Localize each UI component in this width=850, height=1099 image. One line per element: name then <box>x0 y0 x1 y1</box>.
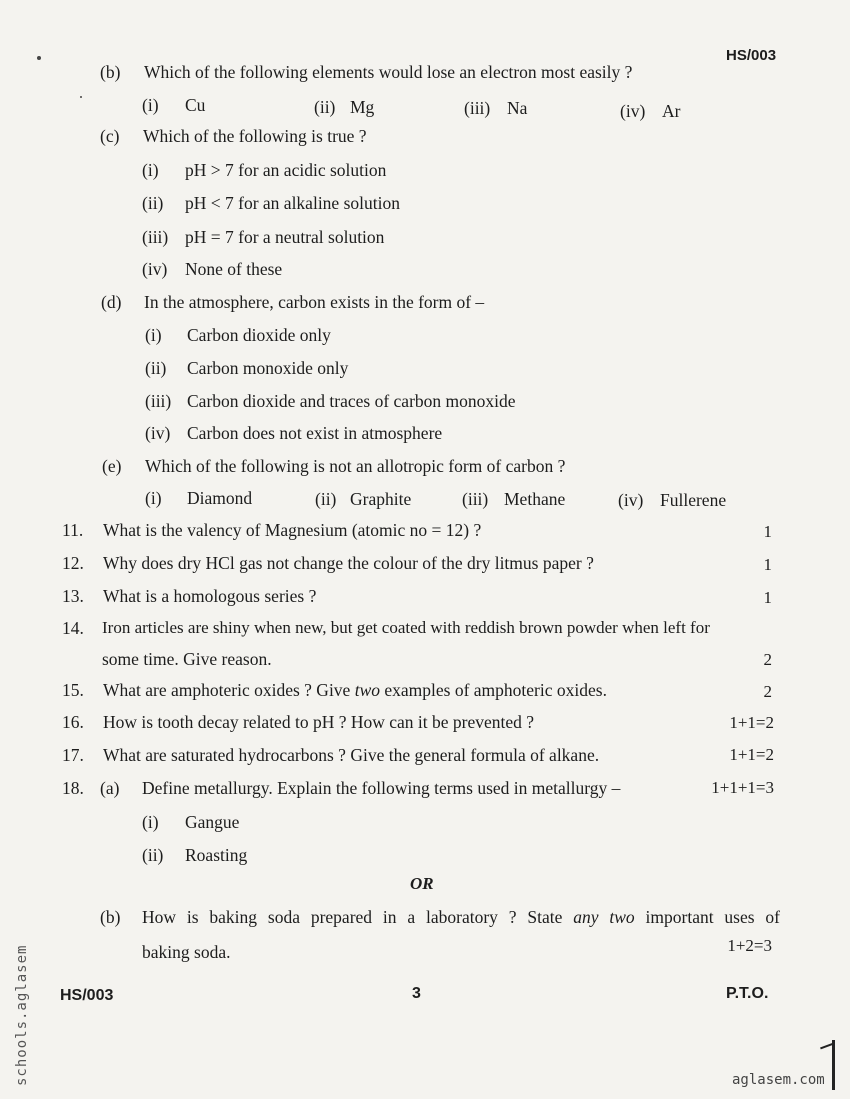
q10b-text: Which of the following elements would lose an electron most easily ? <box>144 62 633 82</box>
q18b-text-em: any two <box>573 907 635 927</box>
q10e-opt1-text: Diamond <box>187 488 253 508</box>
q10e-opt4-text: Fullerene <box>660 490 727 510</box>
q13-marks: 1 <box>763 588 772 607</box>
q10b-opt2-num: (ii) <box>314 97 336 117</box>
q18b-text <box>142 907 780 928</box>
q10c-opt4-text: None of these <box>185 259 283 279</box>
q12-number: 12. <box>62 553 84 573</box>
q18a-opt1-text: Gangue <box>185 812 240 832</box>
q10c-opt3-text: pH = 7 for a neutral solution <box>185 227 385 247</box>
page-number: 3 <box>412 985 421 1002</box>
q14-number: 14. <box>62 618 84 638</box>
q10d-opt3-num: (iii) <box>145 391 172 411</box>
q16-number: 16. <box>62 712 84 732</box>
q10c-opt1-num: (i) <box>142 160 159 180</box>
q10d-opt2-num: (ii) <box>145 358 167 378</box>
paper-code-top: HS/003 <box>726 47 777 64</box>
q10d-opt4-num: (iv) <box>145 423 171 443</box>
q14-marks: 2 <box>763 650 772 669</box>
q18b-text-post: important uses of <box>634 907 781 927</box>
q11-marks: 1 <box>763 522 772 541</box>
q10d-opt2-text: Carbon monoxide only <box>187 358 349 378</box>
corner-watermark: aglasem.com <box>732 1072 825 1088</box>
q11-text: What is the valency of Magnesium (atomic no = 12) ? <box>103 520 482 540</box>
q10d-label: (d) <box>101 292 122 312</box>
q18a-text: Define metallurgy. Explain the following terms used in metallurgy – <box>142 778 621 798</box>
scan-speck <box>37 56 41 60</box>
q10e-opt3-text: Methane <box>504 489 566 509</box>
q16-text: How is tooth decay related to pH ? How can it be prevented ? <box>103 712 535 732</box>
q18a-label: (a) <box>100 778 120 798</box>
side-watermark: schools.aglasem <box>14 944 30 1086</box>
q18a-marks: 1+1+1=3 <box>711 778 774 797</box>
q18b-text-pre: How is baking soda prepared in a laboratory ? State <box>142 907 574 927</box>
q10d-text: In the atmosphere, carbon exists in the form of – <box>144 292 485 312</box>
q18a-opt2-text: Roasting <box>185 845 248 865</box>
q10e-opt3-num: (iii) <box>462 489 489 509</box>
or-separator: OR <box>410 874 434 893</box>
q10b-opt4-text: Ar <box>662 101 681 121</box>
q10c-opt4-num: (iv) <box>142 259 168 279</box>
q10b-opt2-text: Mg <box>350 97 375 117</box>
q15-marks: 2 <box>763 682 772 701</box>
q17-text: What are saturated hydrocarbons ? Give the general formula of alkane. <box>103 745 600 765</box>
q10c-opt2-text: pH < 7 for an alkaline solution <box>185 193 400 213</box>
q10d-opt3-text: Carbon dioxide and traces of carbon monoxide <box>187 391 516 411</box>
q10e-opt2-num: (ii) <box>315 489 337 509</box>
q10b-opt3-text: Na <box>507 98 528 118</box>
q10c-opt1-text: pH > 7 for an acidic solution <box>185 160 387 180</box>
q13-number: 13. <box>62 586 84 606</box>
q17-marks: 1+1=2 <box>729 745 774 764</box>
q10d-opt1-text: Carbon dioxide only <box>187 325 331 345</box>
scan-speck <box>80 96 82 98</box>
q14-text: Iron articles are shiny when new, but get coated with reddish brown powder when left for <box>102 618 710 637</box>
q10e-label: (e) <box>102 456 122 476</box>
q10b-opt1-num: (i) <box>142 95 159 115</box>
q10c-opt3-num: (iii) <box>142 227 169 247</box>
q14-text-cont: some time. Give reason. <box>102 649 272 669</box>
q18b-text-cont: baking soda. <box>142 942 231 962</box>
q18a-opt2-num: (ii) <box>142 845 164 865</box>
q10c-opt2-num: (ii) <box>142 193 164 213</box>
q10e-text: Which of the following is not an allotropic form of carbon ? <box>145 456 566 476</box>
q10c-label: (c) <box>100 126 120 146</box>
q15-text-pre: What are amphoteric oxides ? Give <box>103 680 355 700</box>
q10b-opt3-num: (iii) <box>464 98 491 118</box>
q10b-opt4-num: (iv) <box>620 101 646 121</box>
q16-marks: 1+1=2 <box>729 713 774 732</box>
q15-number: 15. <box>62 680 84 700</box>
q18b-label: (b) <box>100 907 121 927</box>
q10e-opt1-num: (i) <box>145 488 162 508</box>
q13-text: What is a homologous series ? <box>103 586 317 606</box>
pto-label: P.T.O. <box>726 985 769 1002</box>
q10e-opt4-num: (iv) <box>618 490 644 510</box>
q10c-text: Which of the following is true ? <box>143 126 367 146</box>
q18-number: 18. <box>62 778 84 798</box>
q15-text <box>103 680 607 701</box>
q17-number: 17. <box>62 745 84 765</box>
q10b-opt1-text: Cu <box>185 95 206 115</box>
q11-number: 11. <box>62 520 84 540</box>
q18b-marks: 1+2=3 <box>727 936 772 955</box>
q10d-opt1-num: (i) <box>145 325 162 345</box>
q15-text-post: examples of amphoteric oxides. <box>380 680 607 700</box>
q10e-opt2-text: Graphite <box>350 489 412 509</box>
scan-edge-mark <box>832 1040 835 1090</box>
q10b-label: (b) <box>100 62 121 82</box>
q10d-opt4-text: Carbon does not exist in atmosphere <box>187 423 443 443</box>
q15-text-em: two <box>354 680 380 700</box>
q18a-opt1-num: (i) <box>142 812 159 832</box>
q12-text: Why does dry HCl gas not change the colour of the dry litmus paper ? <box>103 553 594 573</box>
q12-marks: 1 <box>763 555 772 574</box>
footer-paper-code: HS/003 <box>60 987 114 1004</box>
